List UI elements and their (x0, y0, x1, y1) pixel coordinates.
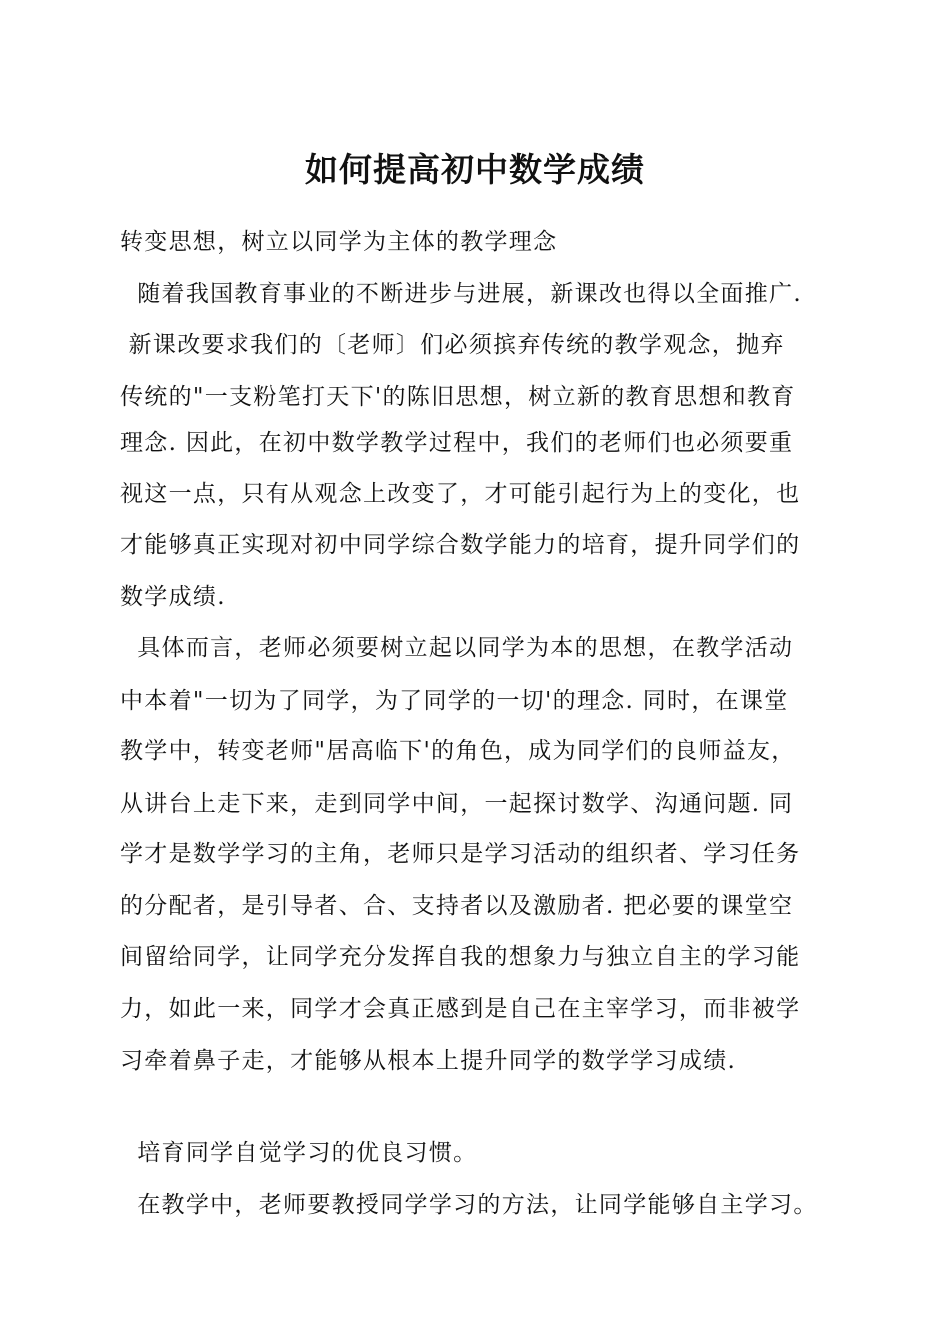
paragraph-line: 新课改要求我们的〔老师〕们必须摈弃传统的教学观念，抛弃 (120, 332, 785, 358)
paragraph-line: 教学中，转变老师"居高临下'的角色，成为同学们的良师益友， (120, 738, 796, 764)
paragraph-line: 的分配者，是引导者、合、支持者以及激励者. 把必要的课堂空 (120, 893, 794, 919)
document-title: 如何提高初中数学成绩 (305, 150, 645, 189)
paragraph-line: 理念. 因此，在初中数学教学过程中，我们的老师们也必须要重 (120, 430, 794, 456)
paragraph-line: 传统的"一支粉笔打天下'的陈旧思想，树立新的教育思想和教育 (120, 384, 796, 410)
paragraph-line: 力，如此一来，同学才会真正感到是自己在主宰学习，而非被学 (120, 996, 801, 1022)
paragraph-line: 数学成绩. (120, 584, 226, 610)
paragraph-line: 从讲台上走下来，走到同学中间，一起探讨数学、沟通问题. 同 (120, 791, 794, 817)
paragraph-line: 习牵着鼻子走，才能够从根本上提升同学的数学学习成绩. (120, 1048, 737, 1074)
paragraph-line: 间留给同学，让同学充分发挥自我的想象力与独立自主的学习能 (120, 944, 801, 970)
paragraph-line: 具体而言，老师必须要树立起以同学为本的思想，在教学活动 (120, 635, 794, 661)
paragraph-line: 学才是数学学习的主角，老师只是学习活动的组织者、学习任务 (120, 841, 801, 867)
paragraph-line: 才能够真正实现对初中同学综合数学能力的培育，提升同学们的 (120, 532, 801, 558)
paragraph-line: 随着我国教育事业的不断进步与进展，新课改也得以全面推广. (120, 281, 802, 307)
paragraph-line: 中本着"一切为了同学，为了同学的一切'的理念. 同时，在课堂 (120, 688, 789, 714)
paragraph-line: 在教学中，老师要教授同学学习的方法，让同学能够自主学习。 (120, 1192, 818, 1218)
paragraph-line: 视这一点，只有从观念上改变了，才可能引起行为上的变化，也 (120, 481, 801, 507)
heading-line-2: 培育同学自觉学习的优良习惯。 (120, 1140, 478, 1166)
heading-line-1: 转变思想，树立以同学为主体的教学理念 (120, 229, 558, 255)
